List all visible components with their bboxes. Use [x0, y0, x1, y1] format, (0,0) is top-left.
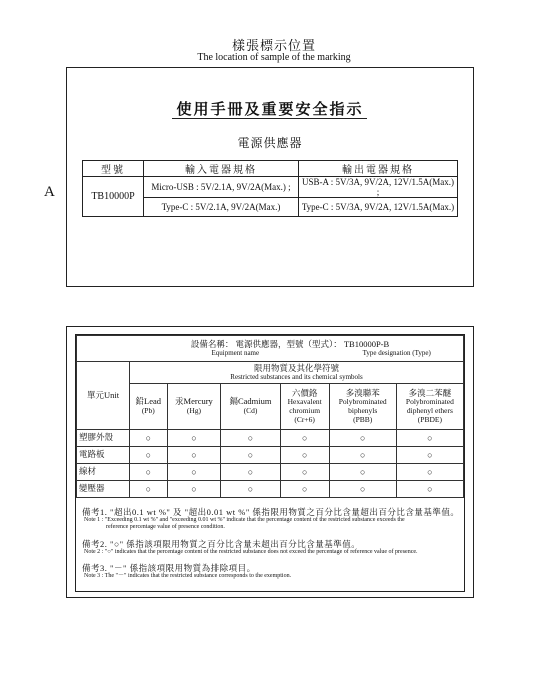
table-row [77, 481, 464, 498]
equipment-cell [77, 336, 464, 362]
page-title: 樣張標示位置 [231, 39, 316, 54]
restricted-en: Restricted substances and its chemical symbols [230, 373, 363, 382]
mark-cell: ○ [280, 430, 329, 447]
note-1-cn: 備考1. "超出0.1 wt %" 及 "超出0.01 wt %" 係指限用物質之百分比含量超出百分比含量基準值。 [82, 507, 460, 517]
substance-name: 鉛Lead [135, 396, 162, 407]
restricted-row [77, 362, 464, 384]
note-3-cn: 備考3. "－" 係指該項限用物質為排除項目。 [82, 562, 256, 573]
equipment-en-line [78, 349, 462, 357]
unit-label: 變壓器 [77, 481, 130, 498]
mark-cell: ○ [396, 464, 463, 481]
spec-header-row [83, 161, 458, 177]
table-row [77, 447, 464, 464]
mark-cell: ○ [280, 447, 329, 464]
substance-name: 六價鉻 [291, 387, 318, 398]
substance-en: Polybrominated [405, 397, 454, 407]
substance-pbb [329, 384, 396, 430]
mark-cell: ○ [280, 464, 329, 481]
mark-cell: ○ [221, 481, 280, 498]
rohs-declaration [75, 334, 465, 592]
mark-cell: ○ [167, 430, 221, 447]
page-subtitle: The location of sample of the marking [197, 52, 351, 63]
substance-name: 汞Mercury [175, 396, 213, 407]
mark-cell: ○ [396, 481, 463, 498]
sample-a-box [66, 67, 474, 287]
manual-title: 使用手冊及重要安全指示 [176, 100, 364, 118]
substance-header-row [77, 384, 464, 430]
substance-en: biphenyls [348, 406, 378, 416]
note-1-en-cont: reference percentage value of presence condition. [106, 524, 225, 531]
substance-name: 多溴二苯醚 [408, 387, 452, 398]
substance-symbol: (Hg) [186, 406, 202, 416]
mark-cell: ○ [280, 481, 329, 498]
table-row [77, 464, 464, 481]
substance-name: 多溴聯苯 [345, 387, 380, 398]
mark-cell: ○ [396, 447, 463, 464]
mark-cell: ○ [221, 447, 280, 464]
spec-header-input: 輸入電器規格 [144, 161, 299, 177]
equipment-line: 設備名稱： 電源供應器，型號（型式）： TB10000P-B [190, 338, 390, 349]
spec-model: TB10000P [83, 177, 144, 217]
substance-symbol: (PBB) [353, 414, 373, 424]
manual-title-underline [172, 118, 367, 119]
substance-en: Polybrominated [338, 397, 387, 407]
substance-cadmium [221, 384, 280, 430]
substance-name: 鎘Cadmium [229, 396, 272, 407]
unit-label: 線材 [77, 464, 130, 481]
mark-cell: ○ [167, 481, 221, 498]
substance-en: chromium [289, 406, 321, 416]
spec-input-line: Micro-USB : 5V/2.1A, 9V/2A(Max.) ; [144, 177, 299, 198]
spec-input-line: Type-C : 5V/2.1A, 9V/2A(Max.) [144, 198, 299, 217]
product-name: 電源供應器 [237, 136, 303, 150]
note-3-en: Note 3 : The "－" indicates that the restricted substance corresponds to the exemption. [84, 573, 292, 580]
spec-output-line: USB-A : 5V/3A, 9V/2A, 12V/1.5A(Max.) ; [299, 177, 458, 198]
mark-cell: ○ [221, 464, 280, 481]
unit-label: 電路板 [77, 447, 130, 464]
mark-cell: ○ [130, 481, 168, 498]
unit-label: 塑膠外殼 [77, 430, 130, 447]
sample-b-box [66, 326, 474, 598]
equipment-name-en: Equipment name [211, 349, 260, 358]
substance-symbol: (Pb) [141, 406, 155, 416]
substance-symbol: (Cr+6) [294, 414, 315, 424]
substance-lead [130, 384, 168, 430]
restricted-header [130, 362, 464, 384]
mark-cell: ○ [130, 430, 168, 447]
substance-symbol: (PBDE) [417, 414, 442, 424]
note-1-en: Note 1 : "Exceeding 0.1 wt %" and "exceeding 0.01 wt %" indicate that the percentage content of the restricted substance exceeds the [84, 517, 405, 524]
restricted-substances-table [76, 335, 464, 498]
mark-cell: ○ [130, 447, 168, 464]
mark-cell: ○ [221, 430, 280, 447]
table-row [77, 430, 464, 447]
type-designation-en: Type designation (Type) [362, 349, 431, 358]
equipment-row [77, 336, 464, 362]
spec-table [82, 160, 458, 217]
restricted-cn: 限用物質及其化學符號 [253, 362, 339, 373]
mark-cell: ○ [167, 447, 221, 464]
spec-row [83, 177, 458, 198]
mark-cell: ○ [130, 464, 168, 481]
substance-en: Hexavalent [287, 397, 322, 407]
substance-hexavalent-chromium [280, 384, 329, 430]
substance-mercury [167, 384, 221, 430]
mark-cell: ○ [329, 430, 396, 447]
mark-cell: ○ [329, 464, 396, 481]
sample-a-label: A [44, 184, 55, 200]
mark-cell: ○ [167, 464, 221, 481]
mark-cell: ○ [329, 481, 396, 498]
spec-header-model: 型號 [83, 161, 144, 177]
substance-en: diphenyl ethers [406, 406, 453, 416]
mark-cell: ○ [329, 447, 396, 464]
unit-header: 單元Unit [77, 362, 130, 430]
spec-output-line: Type-C : 5V/3A, 9V/2A, 12V/1.5A(Max.) [299, 198, 458, 217]
notes-section [82, 507, 462, 580]
substance-pbde [396, 384, 463, 430]
mark-cell: ○ [396, 430, 463, 447]
spec-header-output: 輸出電器規格 [299, 161, 458, 177]
substance-symbol: (Cd) [243, 406, 258, 416]
note-2-cn: 備考2. "○" 係指該項限用物質之百分比含量未超出百分比含量基準值。 [82, 538, 361, 549]
note-2-en: Note 2 : "○" indicates that the percentage content of the restricted substance does not exceed the percentage of reference value of presence. [84, 548, 418, 555]
